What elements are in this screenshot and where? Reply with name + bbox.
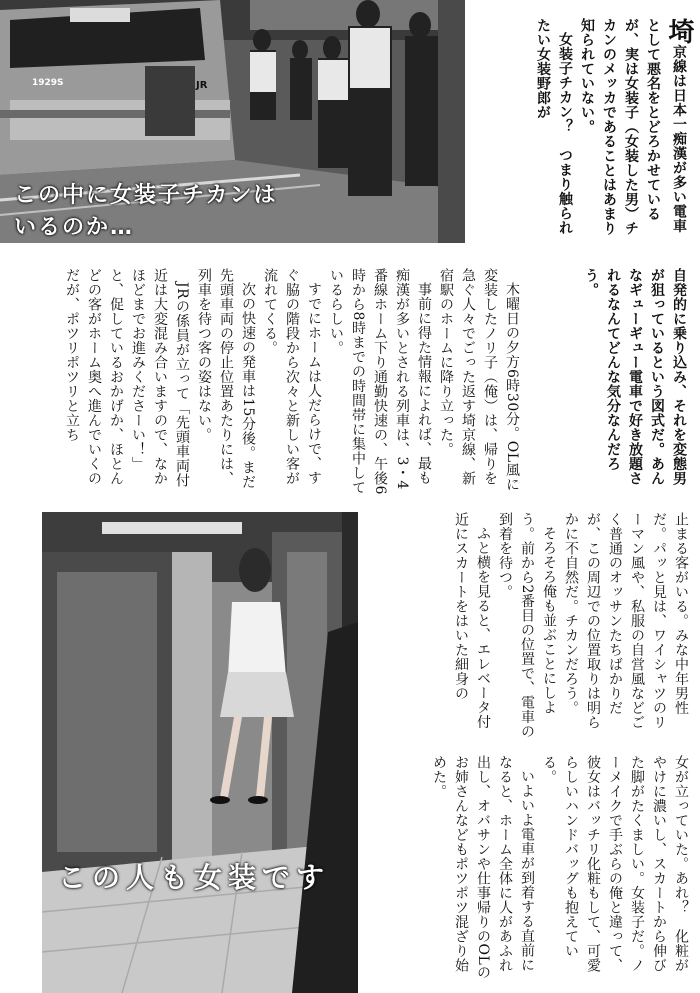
lead-paragraph-3: 自発的に乗り込み、それを変態男が狙っているという図式だ。あんなギューギュー電車で好き放題されるなんてどんな気分なんだろう。: [583, 268, 687, 486]
body-paragraph-4: 次の快速の発車は15分後。まだ先頭車両の停止位置あたりには、列車を待つ客の姿はない。: [196, 268, 256, 490]
body-paragraph-7: そろそろ俺も並ぶことにしよう。前から2番目の位置で、電車の到着を待つ。: [497, 512, 557, 739]
body-column-lower: [372, 512, 692, 740]
body-column-bottom: [372, 755, 692, 983]
body-paragraph-5: JRの係員が立って「先頭車両付近は大変混み合いますので、なかほどまでお進みくださーい！」と、促しているおかげか、ほとんどの客がホーム奥へ進んでいくのだが、ポツリポツリと立ち: [64, 268, 190, 488]
body-paragraph-6: 止まる客がいる。みな中年男性だ。パッと見は、ワイシャツのリーマン風や、私服の自営風などごく普通のオッサンたちばかりだが、この周辺での位置取りは明らかに不自然だ。チカンだろう。: [563, 512, 689, 730]
train-number-label: 1929S: [32, 78, 64, 88]
body-column-lead-cont: [530, 268, 690, 496]
lead-initial: 埼: [664, 18, 694, 45]
body-paragraph-8: ふと横を見ると、エレベータ付近にスカートをはいた細身の: [453, 512, 491, 729]
body-column-upper: [18, 268, 523, 496]
elevator-image: [42, 512, 358, 993]
lead-text-block: [472, 18, 694, 246]
bottom-photo-caption: この人も女装です: [58, 861, 331, 894]
body-paragraph-9: 女が立っていた。あれ？ 化粧がやけに濃いし、スカートから伸びた脚がたくましい。女装子だ。ノーメイクで手ぶらの俺と違って、彼女はバッチリ化粧もして、可愛らしいハンドバッグも抱えている。: [541, 755, 689, 973]
top-photo-caption-line1: この中に女装子チカンは: [14, 183, 278, 208]
body-paragraph-1: 木曜日の夕方6時30分。OL風に変装したノリ子（俺）は、帰りを急ぐ人々でごった返す埼京線、新宿駅のホームに降り立った。: [438, 268, 520, 492]
train-jr-mark: JR: [196, 80, 208, 91]
body-paragraph-2: 事前に得た情報によれば、最も痴漢が多いとされる列車は、3・4番線ホーム下り通勤快速の、午後6時から8時までの時間帯に集中しているらしい。: [328, 268, 432, 495]
photo-person-elevator: [42, 512, 358, 993]
body-paragraph-10: いよいよ電車が到着する直前になると、ホーム全体に人があふれ出し、オバサンや仕事帰りのOLのお姉さんなどもポツポツ混ざり始めた。: [431, 755, 535, 980]
lead-paragraph-2: 女装子チカン？ つまり触られたい女装野郎が: [535, 18, 573, 235]
body-paragraph-3: すでにホームは人だらけで、すぐ脇の階段から次々と新しい客が流れてくる。: [262, 268, 322, 486]
top-photo-caption-line2: いるのか…: [14, 215, 135, 240]
lead-paragraph-1: 京線は日本一痴漢が多い電車として悪名をとどろかせているが、実は女装子（女装した男）チカンのメッカであることはあまり知られていない。: [579, 18, 687, 236]
